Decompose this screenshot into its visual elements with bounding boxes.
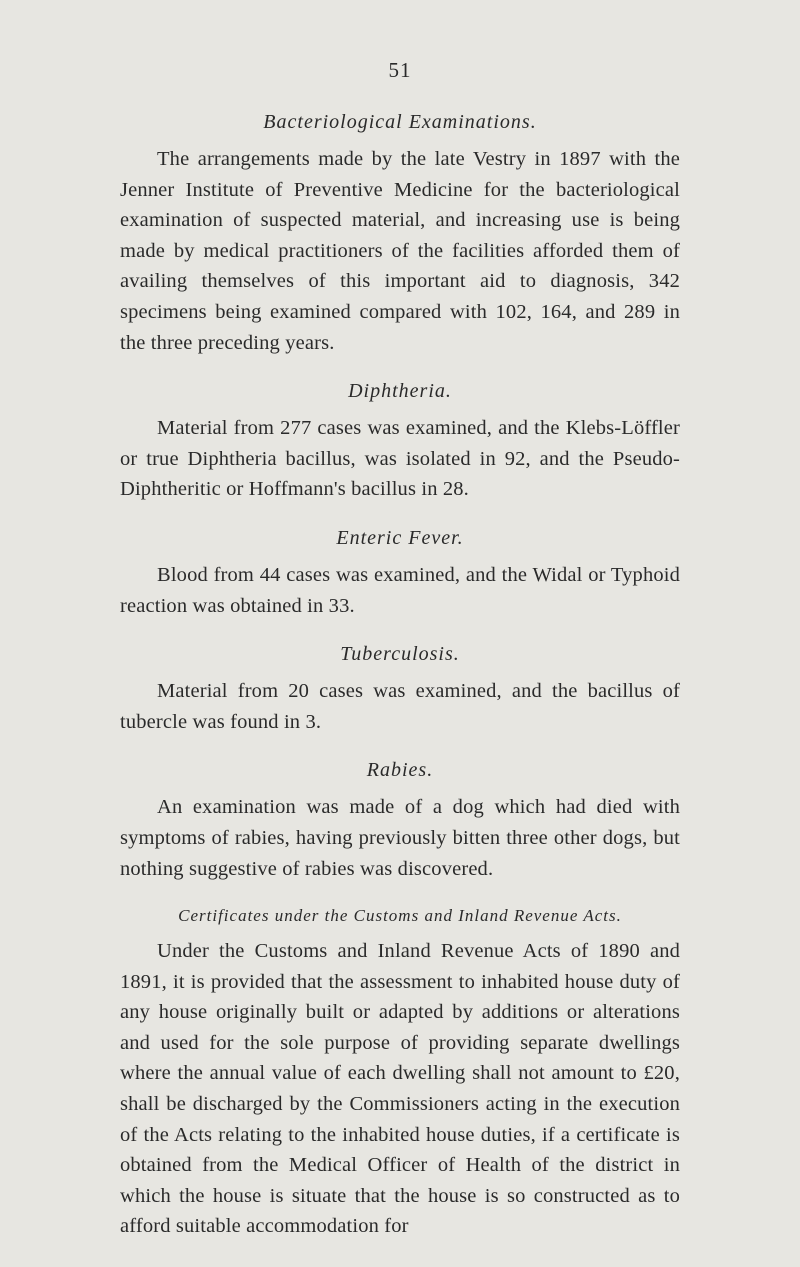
section-heading-rabies: Rabies. <box>366 759 434 782</box>
section-text-bacteriological: The arrangements made by the late Vestry in 1897 with the Jenner Institute of Preventive Medicine for the bacteriological examination of suspected material, and increasing use is being made by medical practitioners of the facilities afforded them of availing themselves of this important aid to diagnosis, 342 specimens being examined compared with 102, 164, and 289 in the three preceding years. <box>120 148 680 354</box>
section-text-certificates: Under the Customs and Inland Revenue Acts of 1890 and 1891, it is provided that the assessment to inhabited house duty of any house originally built or adapted by additions or alterations and used for the sole purpose of providing separate dwellings where the annual value of each dwelling shall not amount to £20, shall be discharged by the Commissioners acting in the execution of the Acts relating to the inhabited house duties, if a certificate is obtained from the Medical Officer of Health of the district in which the house is situate that the house is so constructed as to afford suitable accommodation for <box>120 940 680 1238</box>
section-heading-diphtheria: Diphtheria. <box>348 380 452 403</box>
section-text-tuberculosis: Material from 20 cases was examined, and the bacillus of tubercle was found in 3. <box>120 680 680 733</box>
section-heading-bacteriological: Bacteriological Examinations. <box>263 111 537 133</box>
page-number: 51 <box>388 58 412 82</box>
section-text-enteric-fever: Blood from 44 cases was examined, and the Widal or Typhoid reaction was obtained in 33. <box>120 563 680 617</box>
section-text-diphtheria: Material from 277 cases was examined, and the Klebs-Löffler or true Diphtheria bacillus, was isolated in 92, and the Pseudo-Diphtheritic or Hoffmann's bacillus in 28. <box>120 417 680 501</box>
section-heading-enteric-fever: Enteric Fever. <box>336 526 464 549</box>
section-heading-tuberculosis: Tuberculosis. <box>340 643 460 666</box>
section-heading-certificates: Certificates under the Customs and Inland Revenue Acts. <box>178 906 622 926</box>
section-text-rabies: An examination was made of a dog which had died with symptoms of rabies, having previously bitten three other dogs, but nothing suggestive of rabies was discovered. <box>120 796 680 880</box>
